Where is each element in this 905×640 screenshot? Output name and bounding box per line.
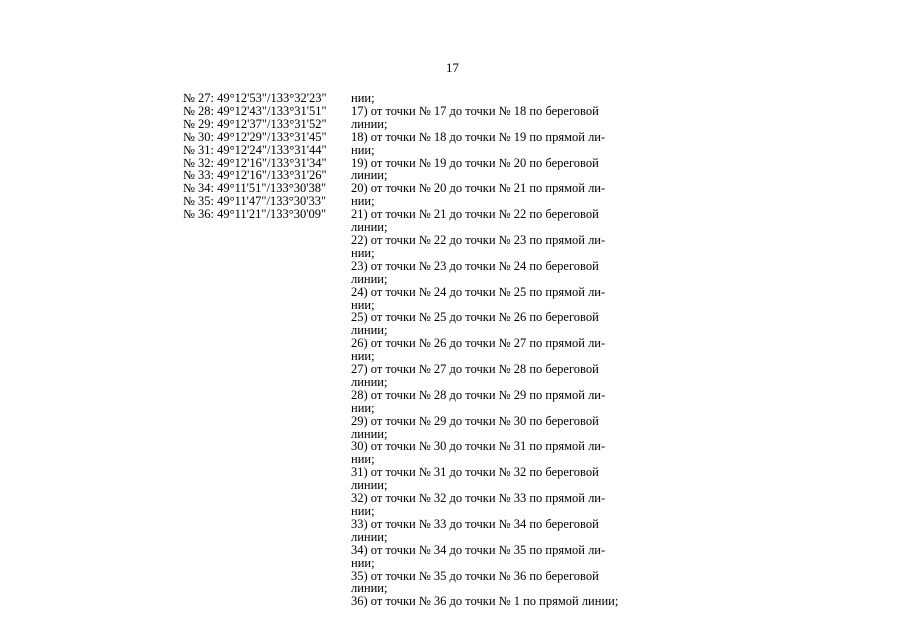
boundary-line: нии;	[351, 297, 375, 312]
boundary-line: 34) от точки № 34 до точки № 35 по прямой ли-	[351, 542, 606, 557]
boundary-line: 20) от точки № 20 до точки № 21 по прямой ли-	[351, 181, 606, 196]
boundary-line: 26) от точки № 26 до точки № 27 по прямой ли-	[351, 336, 606, 351]
coordinates-list	[183, 92, 348, 221]
boundary-line: линии;	[351, 220, 388, 235]
coordinate-line: № 27: 49°12'53"/133°32'23"	[183, 91, 327, 105]
boundary-line: 17) от точки № 17 до точки № 18 по береговой	[351, 103, 599, 118]
boundary-line: 33) от точки № 33 до точки № 34 по береговой	[351, 516, 599, 531]
boundary-line: 24) от точки № 24 до точки № 25 по прямой ли-	[351, 284, 606, 299]
boundary-line: 30) от точки № 30 до точки № 31 по прямой ли-	[351, 439, 606, 454]
boundary-line: линии;	[351, 529, 388, 544]
page-number: 17	[446, 60, 459, 75]
boundary-line: линии;	[351, 271, 388, 286]
boundary-line: нии;	[351, 349, 375, 364]
boundary-line: нии;	[351, 452, 375, 467]
boundary-line: 29) от точки № 29 до точки № 30 по береговой	[351, 413, 599, 428]
boundary-line: нии;	[351, 400, 375, 415]
boundary-line: 23) от точки № 23 до точки № 24 по береговой	[351, 258, 599, 273]
boundary-line: 28) от точки № 28 до точки № 29 по прямой ли-	[351, 387, 606, 402]
boundary-line: 19) от точки № 19 до точки № 20 по береговой	[351, 155, 599, 170]
coordinate-line: № 31: 49°12'24"/133°31'44"	[183, 142, 327, 157]
boundary-line: линии;	[351, 426, 388, 441]
coordinate-line: № 30: 49°12'29"/133°31'45"	[183, 129, 327, 144]
coordinate-line: № 36: 49°11'21"/133°30'09"	[183, 207, 327, 222]
coordinate-line: № 29: 49°12'37"/133°31'52"	[183, 116, 327, 131]
boundary-line: линии;	[351, 581, 388, 596]
boundary-line: нии;	[351, 194, 375, 209]
boundary-line: нии;	[351, 555, 375, 570]
boundary-line: 21) от точки № 21 до точки № 22 по береговой	[351, 207, 599, 222]
coordinate-line: № 33: 49°12'16"/133°31'26"	[183, 168, 327, 183]
boundary-line: линии;	[351, 116, 388, 131]
coordinate-line: № 34: 49°11'51"/133°30'38"	[183, 181, 327, 196]
boundary-line: 35) от точки № 35 до точки № 36 по береговой	[351, 568, 599, 583]
coordinate-line: № 35: 49°11'47"/133°30'33"	[183, 194, 327, 209]
boundary-line: 31) от точки № 31 до точки № 32 по береговой	[351, 465, 599, 480]
boundary-line: нии;	[351, 142, 375, 157]
boundary-line: нии;	[351, 91, 375, 105]
boundary-line: 27) от точки № 27 до точки № 28 по береговой	[351, 362, 599, 377]
boundary-line: нии;	[351, 245, 375, 260]
coordinate-line: № 28: 49°12'43"/133°31'51"	[183, 103, 327, 118]
boundary-line: линии;	[351, 323, 388, 338]
boundary-line: 25) от точки № 25 до точки № 26 по береговой	[351, 310, 599, 325]
boundary-line: линии;	[351, 168, 388, 183]
coordinate-line: № 32: 49°12'16"/133°31'34"	[183, 155, 327, 170]
boundary-line: нии;	[351, 504, 375, 518]
boundary-description-list	[351, 92, 641, 608]
boundary-line: 22) от точки № 22 до точки № 23 по прямой ли-	[351, 232, 606, 247]
boundary-line: 18) от точки № 18 до точки № 19 по прямой ли-	[351, 129, 606, 144]
boundary-line: 32) от точки № 32 до точки № 33 по прямой ли-	[351, 491, 606, 506]
boundary-line: линии;	[351, 478, 388, 493]
boundary-line: линии;	[351, 374, 388, 389]
boundary-line: 36) от точки № 36 до точки № 1 по прямой линии;	[351, 594, 619, 609]
